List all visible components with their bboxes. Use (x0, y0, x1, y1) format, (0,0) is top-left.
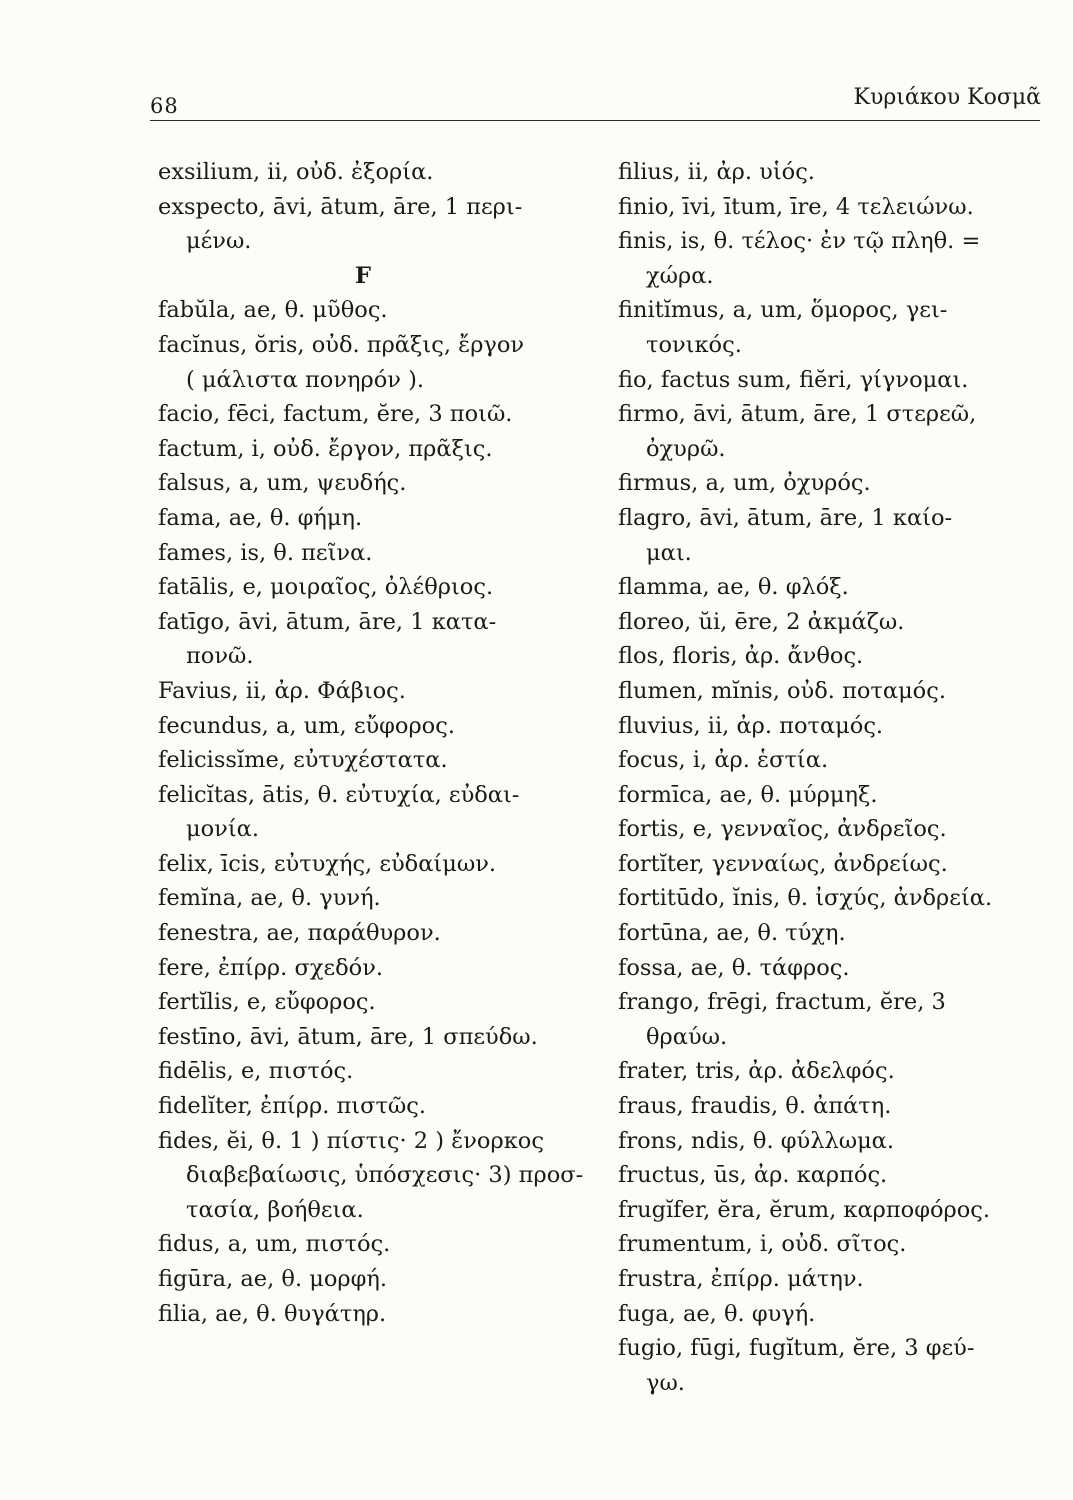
header-rule (150, 120, 1040, 121)
dictionary-entry: factum, i, οὐδ. ἔργον, πρᾶξις. (158, 435, 493, 462)
dictionary-entry: frugĭfer, ĕra, ĕrum, καρποφόρος. (618, 1196, 991, 1223)
entry-continuation: πονῶ. (186, 643, 254, 670)
dictionary-entry: fraus, fraudis, θ. ἀπάτη. (618, 1093, 892, 1120)
dictionary-entry: frustra, ἐπίρρ. μάτην. (618, 1266, 864, 1292)
entry-continuation: ὀχυρῶ. (646, 435, 726, 462)
entry-continuation: τασία, βοήθεια. (186, 1196, 364, 1223)
dictionary-entry: fuga, ae, θ. φυγή. (618, 1300, 816, 1327)
dictionary-entry: fere, ἐπίρρ. σχεδόν. (158, 954, 384, 981)
dictionary-entry: fertĭlis, e, εὔφορος. (158, 989, 376, 1016)
dictionary-entry: fluvius, ii, ἀρ. ποταμός. (618, 712, 884, 739)
dictionary-entry: finitĭmus, a, um, ὅμορος, γει- (618, 297, 948, 324)
entry-continuation: μένω. (186, 228, 252, 255)
dictionary-entry: finis, is, θ. τέλος· ἐν τῷ πληθ. = (618, 228, 981, 255)
dictionary-entry: fatālis, e, μοιραῖος, ὀλέθριος. (158, 574, 494, 601)
dictionary-entry: felicĭtas, ātis, θ. εὐτυχία, εὐδαι- (158, 781, 520, 808)
dictionary-entry: figūra, ae, θ. μορφή. (158, 1266, 388, 1292)
dictionary-entry: fidelĭter, ἐπίρρ. πιστῶς. (158, 1093, 427, 1120)
entry-continuation: χώρα. (646, 262, 714, 289)
entry-continuation: μονία. (186, 816, 260, 843)
dictionary-entry: exsilium, ii, οὐδ. ἐξορία. (158, 159, 434, 185)
dictionary-entry: festīno, āvi, ātum, āre, 1 σπεύδω. (158, 1023, 538, 1050)
dictionary-entry: firmus, a, um, ὀχυρός. (618, 470, 871, 497)
right-column (618, 155, 1063, 1400)
dictionary-entry: flumen, mĭnis, οὐδ. ποταμός. (618, 677, 946, 704)
entry-continuation: ( μάλιστα πονηρόν ). (186, 366, 425, 393)
dictionary-entry: felicissĭme, εὐτυχέστατα. (158, 747, 448, 774)
entry-continuation: μαι. (646, 539, 692, 566)
dictionary-entry: fames, is, θ. πεῖνα. (158, 539, 373, 566)
entry-continuation: γω. (646, 1369, 685, 1396)
dictionary-entry: fugio, fūgi, fugĭtum, ĕre, 3 φεύ- (618, 1335, 975, 1362)
running-head: Κυριάκου Κοσμᾶ (853, 85, 1041, 110)
dictionary-entry: Favius, ii, ἀρ. Φάβιος. (158, 677, 406, 704)
dictionary-entry: filia, ae, θ. θυγάτηρ. (158, 1300, 387, 1327)
dictionary-entry: fortĭter, γενναίως, ἀνδρείως. (618, 850, 948, 877)
dictionary-entry: falsus, a, um, ψευδής. (158, 470, 407, 497)
dictionary-entry: fatīgo, āvi, ātum, āre, 1 κατα- (158, 608, 497, 635)
dictionary-entry: flamma, ae, θ. φλόξ. (618, 574, 849, 601)
dictionary-entry: facio, fēci, factum, ĕre, 3 ποιῶ. (158, 401, 513, 428)
dictionary-entry: frater, tris, ἀρ. ἀδελφός. (618, 1058, 895, 1085)
dictionary-entry: fructus, ūs, ἀρ. καρπός. (618, 1162, 888, 1189)
entry-continuation: τονικός. (646, 331, 742, 358)
dictionary-entry: felix, īcis, εὐτυχής, εὐδαίμων. (158, 850, 497, 877)
dictionary-entry: fortis, e, γενναῖος, ἀνδρεῖος. (618, 816, 947, 843)
dictionary-entry: fossa, ae, θ. τάφρος. (618, 954, 850, 981)
dictionary-entry: fidus, a, um, πιστός. (158, 1231, 391, 1258)
dictionary-entry: fides, ĕi, θ. 1 ) πίστις· 2 ) ἔνορκος (158, 1127, 544, 1154)
dictionary-entry: frumentum, i, οὐδ. σῖτος. (618, 1231, 907, 1258)
entry-continuation: θραύω. (646, 1023, 728, 1050)
dictionary-entry: fecundus, a, um, εὔφορος. (158, 712, 455, 739)
dictionary-entry: formīca, ae, θ. μύρμηξ. (618, 781, 878, 808)
section-letter: F (355, 262, 371, 289)
entry-continuation: διαβεβαίωσις, ὑπόσχεσις· 3) προσ- (186, 1162, 584, 1189)
dictionary-entry: fortūna, ae, θ. τύχη. (618, 920, 846, 947)
dictionary-entry: femĭna, ae, θ. γυνή. (158, 885, 381, 912)
dictionary-entry: exspecto, āvi, ātum, āre, 1 περι- (158, 193, 523, 220)
dictionary-entry: fama, ae, θ. φήμη. (158, 504, 363, 531)
dictionary-entry: facĭnus, ŏris, οὐδ. πρᾶξις, ἔργον (158, 331, 525, 358)
dictionary-entry: flos, floris, ἀρ. ἄνθος. (618, 643, 864, 670)
dictionary-entry: floreo, ŭi, ēre, 2 ἀκμάζω. (618, 608, 905, 635)
dictionary-entry: fabŭla, ae, θ. μῦθος. (158, 297, 388, 324)
page-number: 68 (150, 94, 179, 118)
dictionary-entry: fidēlis, e, πιστός. (158, 1058, 354, 1085)
dictionary-entry: focus, i, ἀρ. ἑστία. (618, 747, 829, 774)
dictionary-entry: filius, ii, ἀρ. υἱός. (618, 159, 815, 185)
dictionary-entry: firmo, āvi, ātum, āre, 1 στερεῶ, (618, 401, 977, 428)
dictionary-entry: fortitūdo, ĭnis, θ. ἰσχύς, ἀνδρεία. (618, 885, 993, 912)
dictionary-entry: fio, factus sum, fiĕri, γίγνομαι. (618, 366, 969, 393)
dictionary-entry: frons, ndis, θ. φύλλωμα. (618, 1127, 895, 1154)
page-header (0, 0, 1073, 130)
dictionary-entry: flagro, āvi, ātum, āre, 1 καίο- (618, 504, 953, 531)
dictionary-entry: frango, frēgi, fractum, ĕre, 3 (618, 989, 946, 1016)
dictionary-entry: fenestra, ae, παράθυρον. (158, 920, 441, 947)
left-column (158, 155, 608, 1331)
dictionary-entry: finio, īvi, ītum, īre, 4 τελειώνω. (618, 193, 974, 220)
